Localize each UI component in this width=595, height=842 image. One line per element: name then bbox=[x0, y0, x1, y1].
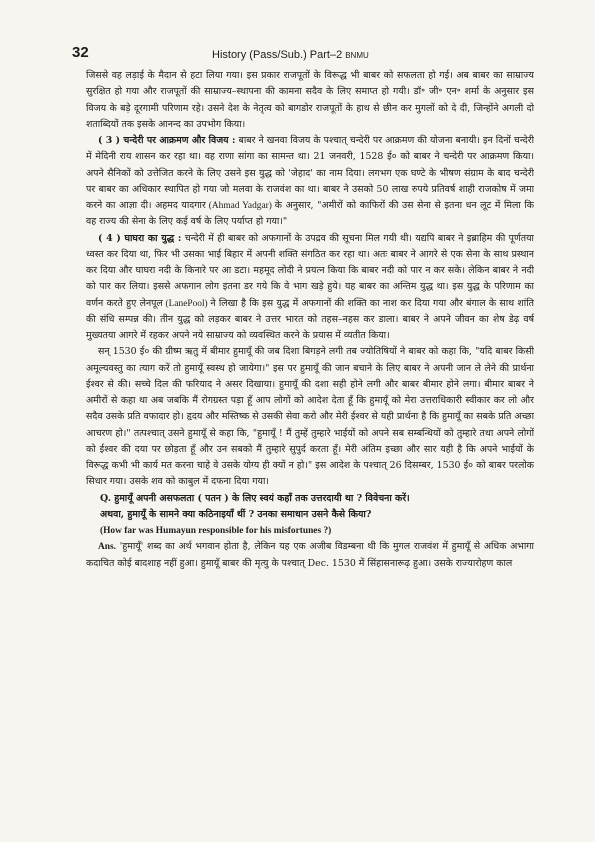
section-text-chanderi-1: बाबर ने खनवा विजय के पश्चात् चन्देरी पर आक्रमण की योजना बनायी। इन दिनों चन्देरी में मेदिनी राय शासन कर रहा था। वह राणा सांगा का सामन्त था। 21 जनवरी, 1528 ई० को बाबर ने चन्देरी पर आक्रमण किया। अपने सैनिकों को उत्तेजित करने के लिए उसने इस युद्ध को 'जेहाद' का नाम दिया। लगभग एक घण्टे के भीषण संग्राम के बाद चन्देरी पर बाबर का अधिकार स्थापित हो गया जो मलवा के राजवंश का था। बाबर ने उसको 50 लाख रुपये प्रतिवर्ष शाही राजकोष में जमा करने का आज्ञा दी। अहमद यादगार bbox=[86, 135, 534, 211]
page-number: 32 bbox=[72, 44, 89, 61]
section-text-chanderi-en: (Ahmad Yadgar) bbox=[205, 201, 275, 211]
question-heading: Q. हुमायूँ अपनी असफलता ( पतन ) के लिए स्वयं कहाँ तक उत्तरदायी था ? विवेचना करें। bbox=[100, 492, 410, 504]
section-text-chanderi-2: के अनुसार, "अमीरों को काफिरों की उस सेना से इतना धन लूट में मिला कि वह राज्य की सेना के लिए कई वर्ष के लिए पर्याप्त हो गया।" bbox=[86, 200, 534, 228]
section-text-ghaghra-1: चन्देरी में ही बाबर को अफगानों के उपद्रव की सूचना मिल गयी थी। यद्यपि बाबर ने इब्राहिम की पूर्णतया ध्वस्त कर दिया था, फिर भी उसका भाई बिहार में अपनी शक्ति संगठित कर रहा था। अतः बाबर ने आगरे से एक सेना के साथ प्रस्थान कर दिया और घाघरा नदी के किनारे पर आ डटा। महमूद लोदी ने प्रयत्न किया कि बाबर नदी को पार न कर सके। लेकिन बाबर ने नदी को पार कर लिया। इससे अफगान लोग इतना डर गये कि वे भाग खड़े हुये। यह बाबर का अन्तिम युद्ध था। इस युद्ध के परिणाम का वर्णन करते हुए लेनपूल bbox=[86, 232, 534, 309]
running-head-title: History (Pass/Sub.) Part–2 bbox=[212, 49, 343, 61]
university-label: BNMU bbox=[345, 51, 369, 60]
page-header bbox=[72, 44, 542, 66]
section-text-ghaghra-en: (LanePool) bbox=[162, 298, 211, 309]
answer-label: Ans. bbox=[98, 542, 116, 553]
answer-text: 'हुमायूँ' शब्द का अर्थ भगवान होता है, लेकिन यह एक अजीब विडम्बना थी कि मुगल राजवंश में हुमायूँ से अधिक अभागा कदाचित कोई बादशाह नहीं हुआ। हुमायूँ बाबर की मृत्यु के पश्चात् Dec. 1530 में सिंहासनारूढ़ हुआ। उसके राज्यारोहण काल bbox=[86, 541, 534, 569]
section-heading-chanderi: ( 3 ) चन्देरी पर आक्रमण और विजय : bbox=[98, 135, 236, 146]
running-head bbox=[212, 49, 369, 61]
section-chanderi bbox=[86, 133, 534, 231]
section-ghaghra bbox=[86, 231, 534, 345]
paragraph-rajput-defeat: जिससे वह लड़ाई के मैदान से हटा लिया गया। इस प्रकार राजपूतों के विरूद्ध भी बाबर को सफलता हो गई। अब बाबर का साम्राज्य सुरक्षित हो गया और राजपूतों की साम्राज्य–स्थापना की कामना सदैव के लिए समाप्त हो गयी। डॉ॰ जी॰ एन॰ शर्मा के अनुसार इस विजय के बड़े दूरगामी परिणाम रहे। उसने देश के नेतृत्व को बागडोर राजपूतों के हाथ से छीन कर मुगलों को दे दी, जिन्होंने अगली दो शताब्दियों तक इसके आनन्द का उपभोग किया। bbox=[86, 70, 534, 130]
answer-paragraph bbox=[86, 539, 534, 572]
section-heading-ghaghra: ( 4 ) घाघरा का युद्ध : bbox=[98, 232, 182, 244]
page-body bbox=[86, 68, 534, 813]
question-alternate: अथवा, हुमायूँ के सामने क्या कठिनाइयाँ थीं ? उनका समाधान उसने कैसे किया? bbox=[100, 508, 372, 520]
section-text-ghaghra-2: ने लिखा है कि इस युद्ध में अफगानों की शक्ति का नाश कर दिया गया और बंगाल के साथ शांति की संधि सम्पन्न की। तीन युद्ध को लड़कर बाबर ने उत्तर भारत को तहस–नहस कर डाला। बाबर ने अपने जीवन का शेष डेढ़ वर्ष मुख्यतया आगरे में रहकर अपने नये साम्राज्य को व्यवस्थित करने के प्रयास में व्यतीत किया। bbox=[86, 297, 534, 341]
question-english: (How far was Humayun responsible for his misfortunes ?) bbox=[100, 526, 332, 536]
paragraph-babur-death: सन् 1530 ई० की ग्रीष्म ऋतु में बीमार हुमायूँ की जब दिशा बिगड़ने लगी तब ज्योतिषियों ने बाबर को कहा कि, "यदि बाबर किसी अमूल्यवस्तु का त्याग करें तो हुमायूँ स्वस्थ हो जायेगा।" इस पर हुमायूँ की जान बचाने के लिए बाबर ने अपनी जान ले लेने की प्रार्थना ईश्वर से की। सच्चे दिल की फरियाद ने असर दिखाया। हुमायूँ की दशा सही होने लगी और बाबर बीमार होने लगा। बीमार बाबर ने अमीरों से कहा था अब जबकि मैं रोगग्रस्त पड़ा हूँ आप लोगों को आदेश देता हूँ कि हुमायूँ को मेरा उत्तराधिकारी स्वीकार कर लो और सदैव उसके प्रति वफादार हो। हृदय और मस्तिष्क से उसकी सेवा करो और मेरी ईश्वर से यही प्रार्थना है कि हुमायूँ का सबके प्रति अच्छा आचरण हो।" तत्पश्चात् उसने हुमायूँ से कहा कि, "हुमायूँ ! मैं तुम्हें तुम्हारे भाईयों को अपने सब सम्बन्धियों को तुम्हारे तथा अपने लोगों को ईश्वर की दया पर छोड़ता हूँ और उन सबको मैं तुम्हारे सुपुर्द करता हूँ। मेरी अंतिम इच्छा और सार यही है कि अपने भाईयों के विरूद्ध कभी भी कार्य मत करना चाहे वे उसके योग्य ही क्यों न हो।" इस आदेश के पश्चात् 26 दिसम्बर, 1530 ई० को बाबर परलोक सिधार गया। उसके शव को काबुल में दफना दिया गया। bbox=[86, 346, 534, 488]
